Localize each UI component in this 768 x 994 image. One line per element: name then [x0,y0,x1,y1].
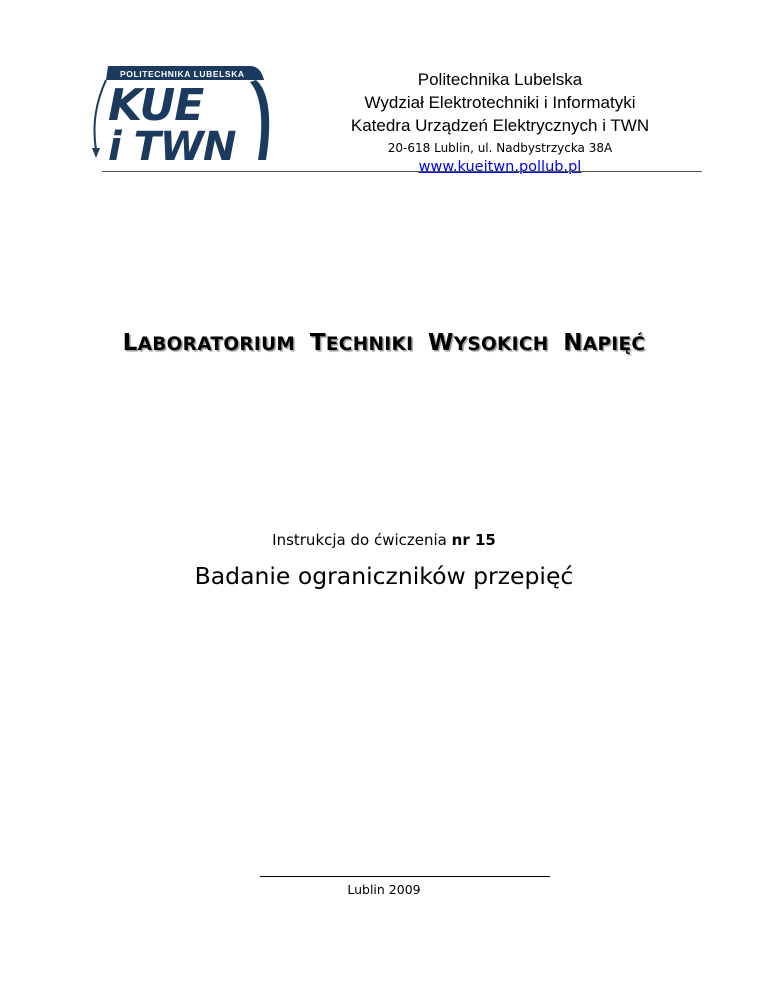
footer-place-year: Lublin 2009 [347,882,421,897]
department-name: Katedra Urządzeń Elektrycznych i TWN [350,116,650,135]
logo-banner-text: POLITECHNIKA LUBELSKA [120,69,245,79]
logo-itwn-text: i TWN [108,124,236,166]
title-word: NAPIĘĆ [563,330,646,356]
exercise-number: nr 15 [451,531,496,549]
header-divider [102,171,702,172]
title-word: WYSOKICH [428,330,549,356]
footer-divider [260,876,550,877]
kueitwn-logo [86,62,276,166]
instruction-line [0,531,768,549]
faculty-name: Wydział Elektrotechniki i Informatyki [364,93,636,112]
website-link[interactable]: www.kueitwn.pollub.pl [418,159,582,175]
logo-arrow-icon [92,148,100,158]
logo-graphic [86,62,276,166]
laboratory-title [0,330,768,356]
exercise-title: Badanie ograniczników przepięć [194,562,574,590]
logo-arc [94,80,106,150]
address: 20-618 Lublin, ul. Nadbystrzycka 38A [387,141,613,155]
logo-kue-text: KUE [108,80,204,131]
instruction-prefix: Instrukcja do ćwiczenia [272,531,447,549]
title-word: LABORATORIUM [122,330,296,356]
logo-swoosh [250,80,269,160]
institution-header [300,68,700,177]
title-word: TECHNIKI [309,330,414,356]
university-name: Politechnika Lubelska [417,70,583,89]
